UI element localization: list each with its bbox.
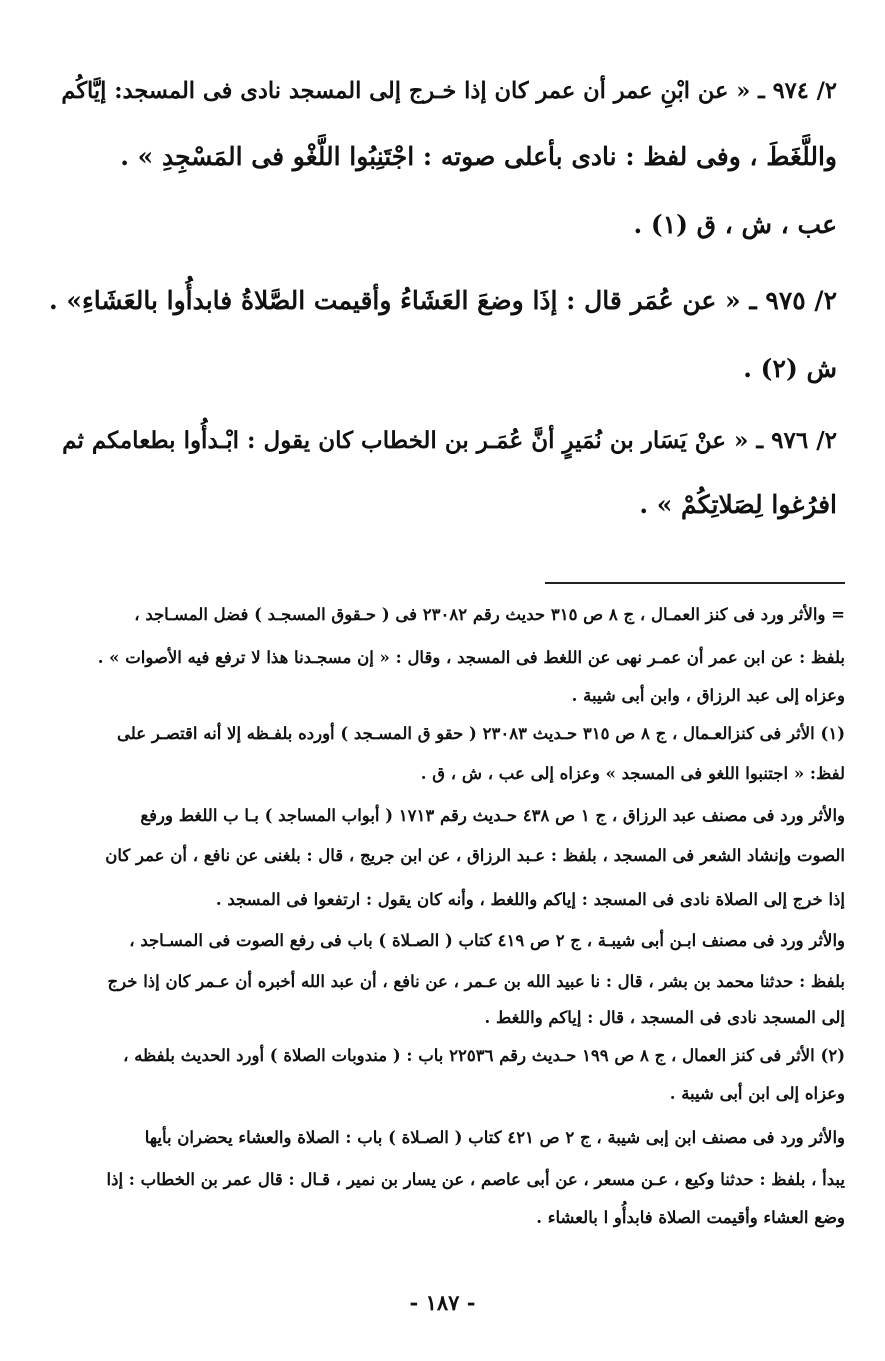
- footnote-2-line-2: وعزاه إلى ابن أبى شيبة .: [669, 1084, 845, 1103]
- footnote-1-line-4: الصوت وإنشاد الشعر فى المسجد ، بلفظ : عـبد الرزاق ، عن ابن جريج ، قال : بلغنى عن نافع ، أن عمر كان: [105, 846, 845, 865]
- hadith-974-line-2: واللَّغَطَ ، وفى لفظ : نادى بأعلى صوته : اجْتَنِبُوا اللَّغْو فى المَسْجِدِ » .: [120, 142, 837, 171]
- footnote-2-line-5: وضع العشاء وأقيمت الصلاة فابدأُو ا بالعشاء .: [536, 1208, 845, 1227]
- footnote-1-line-3: والأثر ورد فى مصنف عبد الرزاق ، ج ١ ص ٤٣٨ حـديث رقم ١٧١٣ ( أبواب المساجد ) بـا ب اللغط ورفع: [140, 806, 845, 825]
- hadith-974-reference: عب ، ش ، ق (١) .: [633, 210, 837, 239]
- footnote-continuation-line-1: = والأثر ورد فى كنز العمـال ، ج ٨ ص ٣١٥ حديث رقم ٢٣٠٨٢ فى ( حـقوق المسجـد ) فضل المسـاجد ،: [134, 605, 845, 624]
- footnote-1-line-6: والأثر ورد فى مصنف ابـن أبى شيبـة ، ج ٢ ص ٤١٩ كتاب ( الصـلاة ) باب فى رفع الصوت فى المسـاجد ،: [129, 931, 845, 950]
- page-number: - ١٨٧ -: [409, 1290, 476, 1315]
- hadith-975-line-1: ٢/ ٩٧٥ ـ « عن عُمَر قال : إذَا وضعَ العَشَاءُ وأقيمت الصَّلاةُ فابدأُوا بالعَشَاءِ» .: [48, 286, 837, 315]
- footnote-1-line-2: لفظ: « اجتنبوا اللغو فى المسجد » وعزاه إلى عب ، ش ، ق .: [420, 764, 845, 783]
- footnote-continuation-line-3: وعزاه إلى عبد الرزاق ، وابن أبى شيبة .: [571, 686, 845, 705]
- hadith-975-reference: ش (٢) .: [743, 354, 837, 383]
- footnote-1-line-1: (١) الأثر فى كنزالعـمال ، ج ٨ ص ٣١٥ حـديث ٢٣٠٨٣ ( حقو ق المسـجد ) أورده بلفـظه إلا أنه اقتصـر على: [117, 724, 845, 743]
- footnote-2-line-3: والأثر ورد فى مصنف ابن إبى شيبة ، ج ٢ ص ٤٢١ كتاب ( الصـلاة ) باب : الصلاة والعشاء يحضران بأيها: [144, 1128, 845, 1147]
- footnote-separator: [545, 582, 845, 584]
- footnote-1-line-7: بلفظ : حدثنا محمد بن بشر ، قال : نا عبيد الله بن عـمر ، عن نافع ، أن عبد الله أخبره أن عـمر كان إذا خرج: [107, 972, 845, 991]
- hadith-976-line-1: ٢/ ٩٧٦ ـ « عنْ يَسَار بن نُمَيرٍ أنَّ عُمَـر بن الخطاب كان يقول : ابْـدأُوا بطعامكم ثم: [62, 427, 837, 454]
- hadith-974-line-1: ٢/ ٩٧٤ ـ « عن ابْنِ عمر أن عمر كان إذا خـرج إلى المسجد نادى فى المسجد: إيَّاكُم: [61, 78, 837, 104]
- footnote-1-line-8: إلى المسجد نادى فى المسجد ، قال : إياكم واللغط .: [484, 1008, 845, 1027]
- footnote-1-line-5: إذا خرج إلى الصلاة نادى فى المسجد : إياكم واللغط ، وأنه كان يقول : ارتفعوا فى المسجد .: [215, 890, 845, 909]
- footnote-continuation-line-2: بلفظ : عن ابن عمر أن عمـر نهى عن اللغط فى المسجد ، وقال : « إن مسجـدنا هذا لا ترفع فيه الأصوات » .: [97, 648, 845, 667]
- footnote-2-line-1: (٢) الأثر فى كنز العمال ، ج ٨ ص ١٩٩ حـديث رقم ٢٢٥٣٦ باب : ( مندوبات الصلاة ) أورد الحديث بلفظه ،: [123, 1046, 845, 1065]
- hadith-976-line-2: افرُغوا لِصَلاتِكُمْ » .: [639, 490, 837, 519]
- footnote-2-line-4: يبدأ ، بلفظ : حدثنا وكيع ، عـن مسعر ، عن أبى عاصم ، عن يسار بن نمير ، قـال : قال عمر بن الخطاب : إذا: [106, 1170, 845, 1189]
